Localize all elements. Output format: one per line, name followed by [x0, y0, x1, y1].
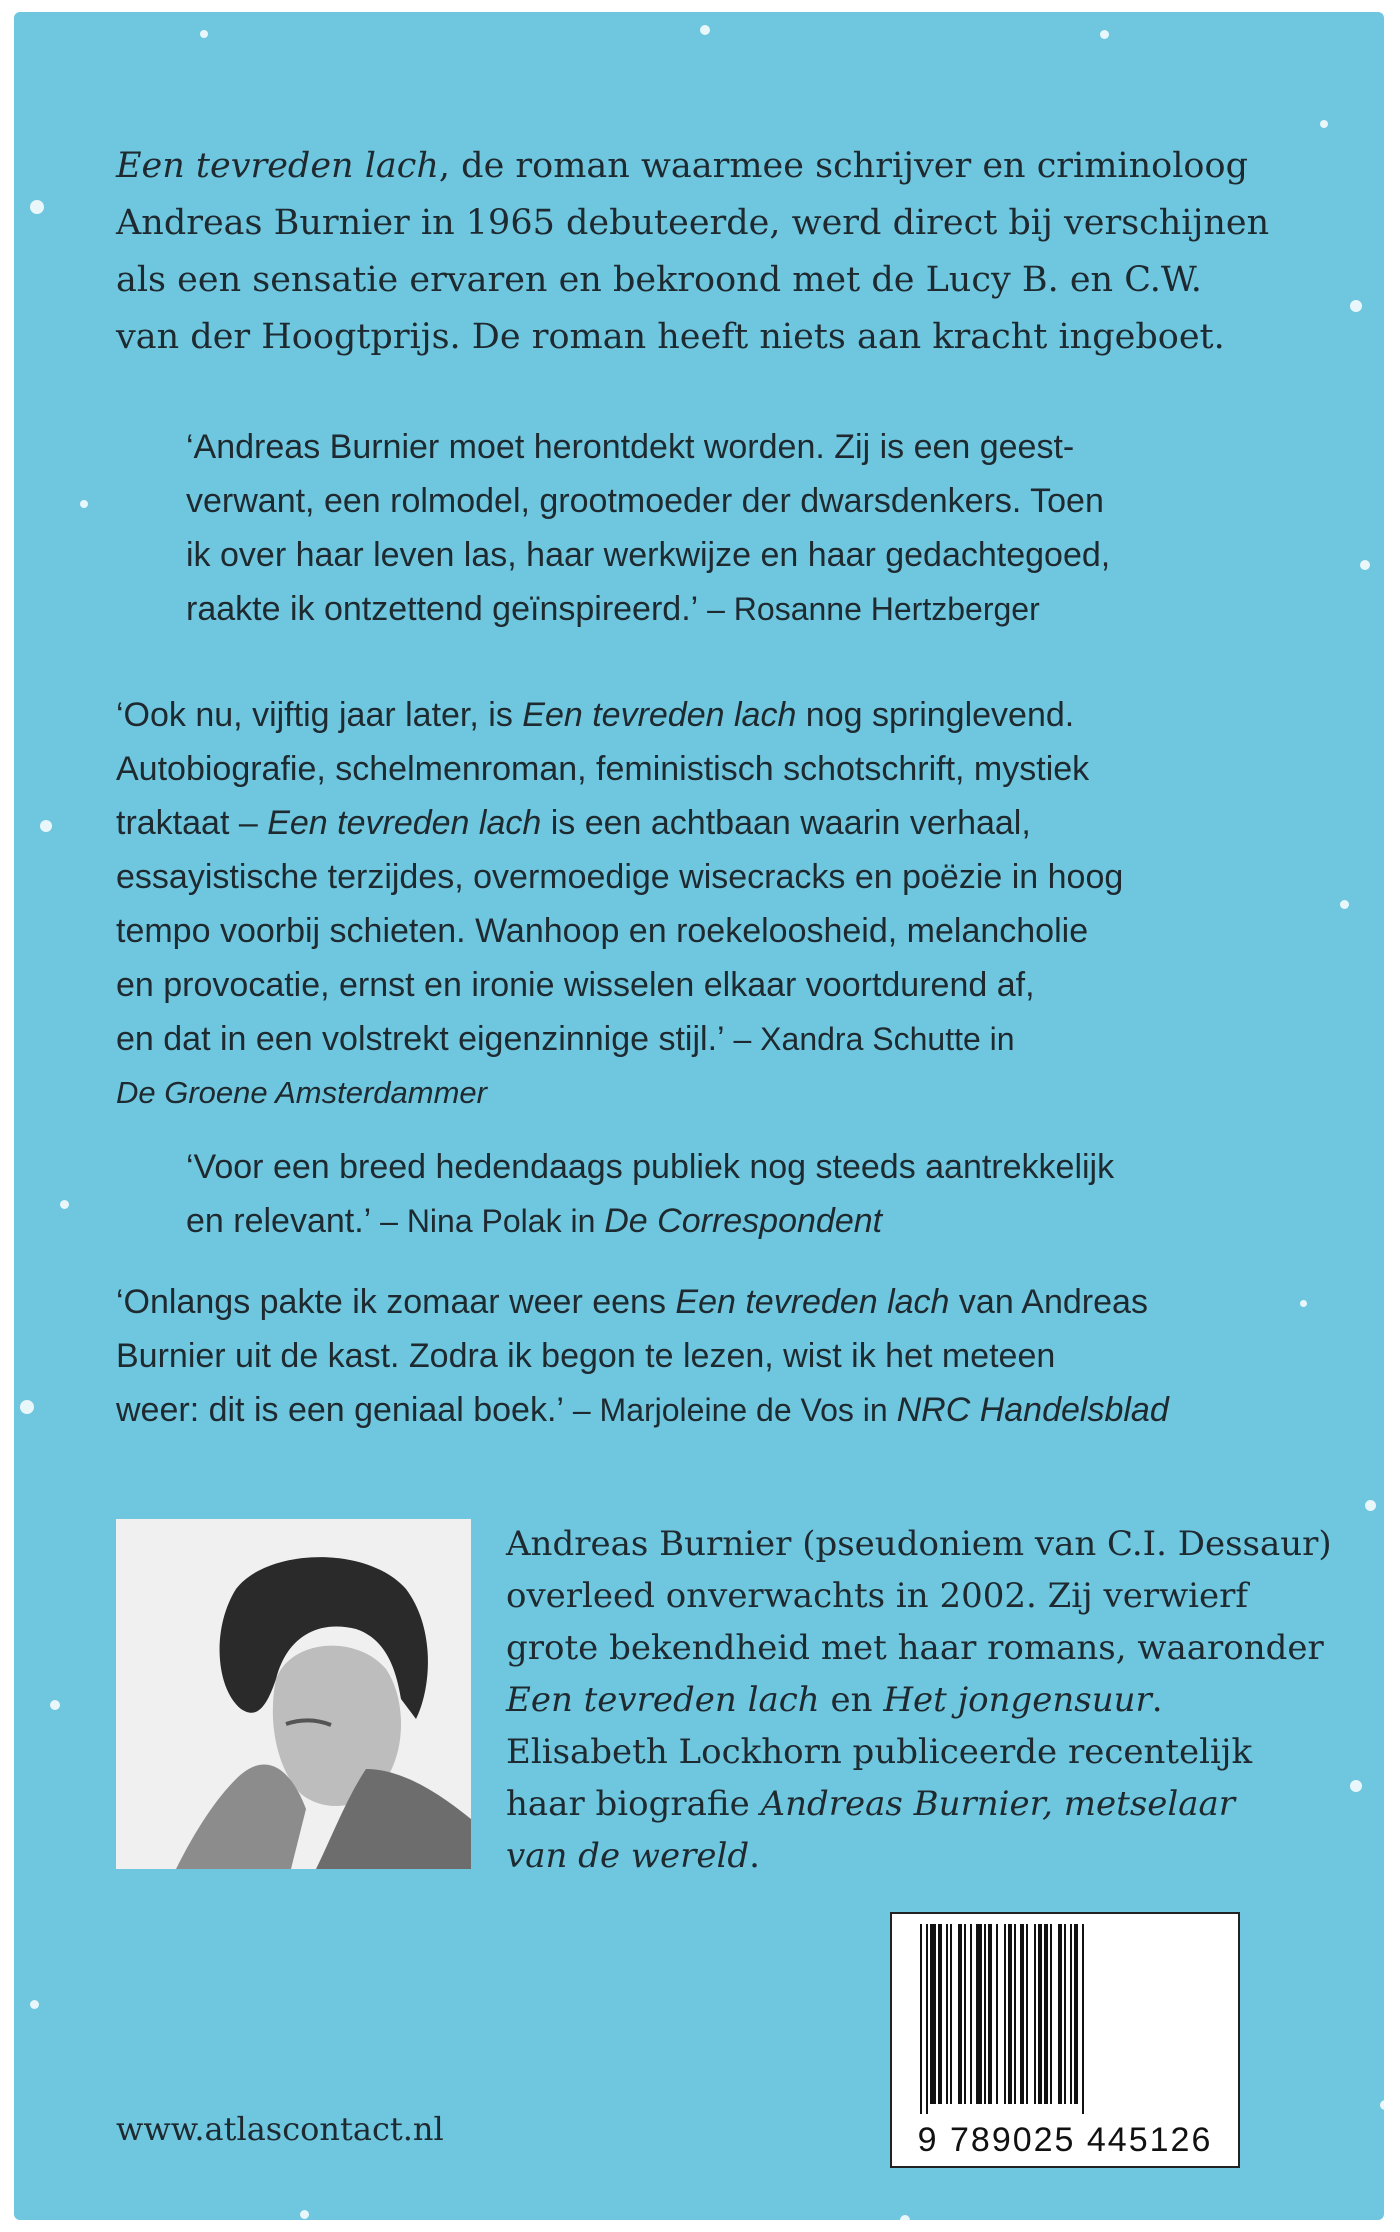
book-title: Een tevreden lach — [522, 696, 797, 734]
barcode-bar — [938, 1924, 942, 2104]
author-photo — [116, 1519, 471, 1869]
barcode-bar — [988, 1924, 992, 2104]
barcode-bar — [1014, 1924, 1016, 2104]
intro-line: , de roman waarmee schrijver en criminoloog — [438, 146, 1248, 186]
quote-attribution: – Nina Polak in — [371, 1203, 605, 1239]
paper-speck — [20, 1400, 34, 1414]
author-bio — [506, 1518, 1332, 1882]
publication-name: De Correspondent — [604, 1202, 883, 1240]
paper-speck — [30, 2000, 39, 2009]
barcode-bar — [1058, 1924, 1062, 2104]
publication-name: De Groene Amsterdammer — [116, 1075, 487, 1110]
barcode-bar — [1074, 1924, 1078, 2104]
paper-speck — [300, 2210, 309, 2219]
quote-line: raakte ik ontzettend geïnspireerd.’ — [186, 590, 699, 628]
review-quote-hertzberger — [186, 420, 1110, 636]
book-title: Het jongensuur — [883, 1680, 1152, 1720]
paper-speck — [1300, 1300, 1307, 1307]
barcode-bar — [1070, 1924, 1072, 2104]
book-title: Een tevreden lach — [675, 1283, 950, 1321]
author-portrait-image — [116, 1519, 471, 1869]
barcode-bar — [1026, 1924, 1028, 2104]
bio-text: haar biografie — [506, 1784, 761, 1824]
quote-text: ‘Ook nu, vijftig jaar later, is — [116, 696, 523, 734]
book-title: Een tevreden lach — [506, 1680, 820, 1720]
paper-speck — [50, 1700, 60, 1710]
quote-line: Burnier uit de kast. Zodra ik begon te lezen, wist ik het meteen — [116, 1337, 1056, 1375]
barcode-bar — [1064, 1924, 1066, 2104]
barcode-bar — [930, 1924, 936, 2104]
quote-text: nog springlevend. — [796, 696, 1075, 734]
quote-attribution: – Xandra Schutte in — [724, 1021, 1015, 1057]
barcode-bar — [920, 1924, 922, 2114]
quote-attribution: – Rosanne Hertzberger — [698, 591, 1040, 627]
paper-speck — [80, 500, 88, 508]
barcode-bar — [1038, 1924, 1042, 2104]
paper-speck — [40, 820, 52, 832]
paper-speck — [900, 2215, 910, 2225]
barcode-bar — [964, 1924, 966, 2104]
paper-speck — [1380, 2100, 1390, 2110]
paper-speck — [200, 30, 208, 38]
barcode-bar — [1050, 1924, 1052, 2104]
book-title: van de wereld — [506, 1836, 750, 1876]
publisher-website[interactable]: www.atlascontact.nl — [116, 2110, 444, 2148]
intro-line: Andreas Burnier in 1965 debuteerde, werd direct bij verschijnen — [116, 203, 1270, 243]
book-title: Andreas Burnier, metselaar — [760, 1784, 1236, 1824]
bio-text: en — [819, 1680, 884, 1720]
quote-line: ik over haar leven las, haar werkwijze en haar gedachtegoed, — [186, 536, 1111, 574]
quote-line: verwant, een rolmodel, grootmoeder der dwarsdenkers. Toen — [186, 482, 1104, 520]
paper-speck — [1100, 30, 1109, 39]
quote-line: en provocatie, ernst en ironie wisselen elkaar voortdurend af, — [116, 966, 1035, 1004]
paper-speck — [1340, 900, 1349, 909]
barcode-bar — [950, 1924, 952, 2104]
intro-paragraph — [116, 138, 1269, 366]
publication-name: NRC Handelsblad — [896, 1391, 1169, 1429]
paper-speck — [700, 25, 710, 35]
paper-speck — [1320, 120, 1328, 128]
barcode-bar — [1004, 1924, 1006, 2104]
bio-line: Andreas Burnier (pseudoniem van C.I. Dessaur) — [506, 1524, 1332, 1564]
barcode-bar — [970, 1924, 972, 2104]
paper-speck — [1350, 1780, 1362, 1792]
quote-text: is een achtbaan waarin verhaal, — [541, 804, 1031, 842]
book-title: Een tevreden lach — [267, 804, 542, 842]
barcode-bar — [996, 1924, 998, 2104]
barcode-bar — [1034, 1924, 1036, 2104]
review-quote-devos — [116, 1275, 1169, 1437]
barcode-bar — [926, 1924, 928, 2114]
paper-speck — [1350, 300, 1362, 312]
barcode-bar — [984, 1924, 986, 2104]
bio-text: . — [749, 1836, 760, 1876]
review-quote-schutte — [116, 688, 1123, 1120]
bio-text: . — [1151, 1680, 1163, 1720]
review-quote-polak — [186, 1140, 1114, 1248]
quote-line: weer: dit is een geniaal boek.’ — [116, 1391, 564, 1429]
bio-line: Elisabeth Lockhorn publiceerde recentelijk — [506, 1732, 1253, 1772]
quote-line: essayistische terzijdes, overmoedige wisecracks en poëzie in hoog — [116, 858, 1124, 896]
barcode-bar — [1044, 1924, 1048, 2104]
quote-text: traktaat – — [116, 804, 268, 842]
barcode-bar — [976, 1924, 982, 2104]
quote-text: van Andreas — [949, 1283, 1148, 1321]
bio-line: grote bekendheid met haar romans, waaronder — [506, 1628, 1324, 1668]
paper-speck — [30, 200, 44, 214]
barcode-bar — [958, 1924, 962, 2104]
quote-line: tempo voorbij schieten. Wanhoop en roekeloosheid, melancholie — [116, 912, 1089, 950]
quote-line: en relevant.’ — [186, 1202, 372, 1240]
paper-speck — [60, 1200, 69, 1209]
quote-line: ‘Andreas Burnier moet herontdekt worden. Zij is een geest- — [186, 428, 1075, 466]
quote-attribution: – Marjoleine de Vos in — [563, 1392, 897, 1428]
isbn-barcode — [890, 1912, 1240, 2168]
isbn-number: 9 789025 445126 — [917, 2121, 1213, 2159]
quote-line: en dat in een volstrekt eigenzinnige stijl.’ — [116, 1020, 725, 1058]
barcode-bars — [892, 1924, 1238, 2124]
bio-line: overleed onverwachts in 2002. Zij verwierf — [506, 1576, 1249, 1616]
paper-speck — [1360, 560, 1370, 570]
barcode-bar — [1082, 1924, 1084, 2114]
quote-line: Autobiografie, schelmenroman, feministisch schotschrift, mystiek — [116, 750, 1090, 788]
paper-speck — [1365, 1500, 1376, 1511]
barcode-bar — [946, 1924, 948, 2104]
intro-line: als een sensatie ervaren en bekroond met de Lucy B. en C.W. — [116, 260, 1202, 300]
barcode-bar — [1020, 1924, 1024, 2104]
barcode-bar — [1008, 1924, 1012, 2104]
book-title: Een tevreden lach — [116, 146, 439, 186]
intro-line: van der Hoogtprijs. De roman heeft niets aan kracht ingeboet. — [116, 317, 1225, 357]
quote-line: ‘Voor een breed hedendaags publiek nog steeds aantrekkelijk — [186, 1148, 1115, 1186]
quote-text: ‘Onlangs pakte ik zomaar weer eens — [116, 1283, 676, 1321]
